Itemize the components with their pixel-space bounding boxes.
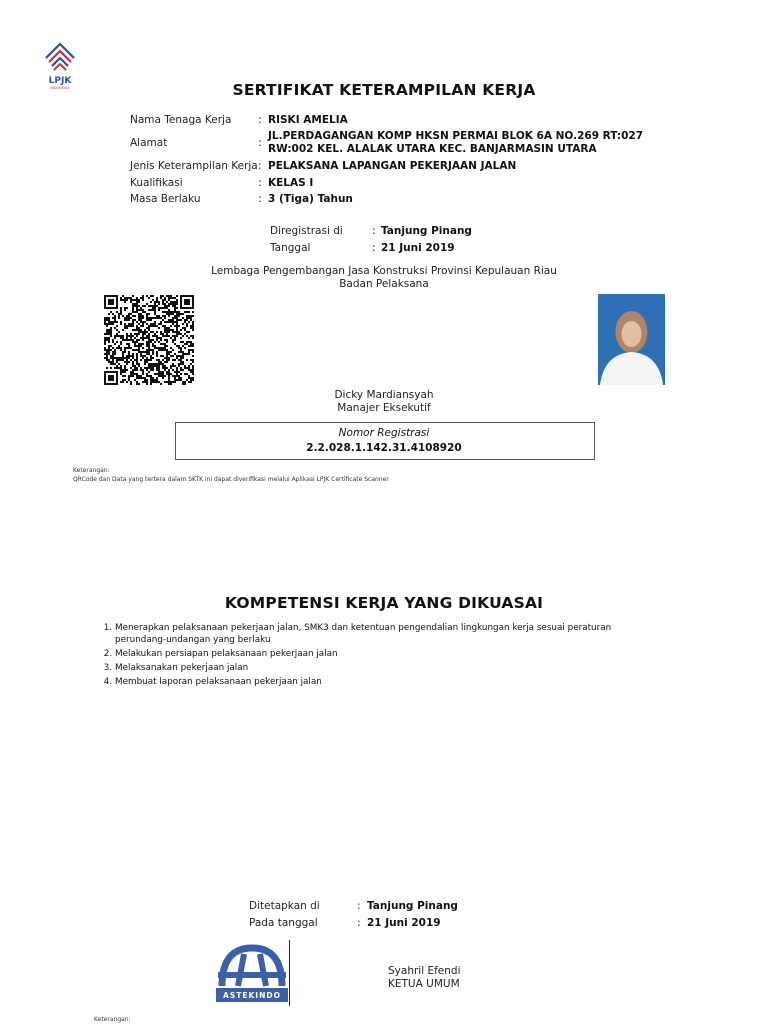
- date-value: 21 Juni 2019: [381, 242, 455, 254]
- competency-list: [95, 623, 655, 690]
- set-at-value: Tanjung Pinang: [367, 900, 458, 912]
- colon: :: [357, 917, 361, 929]
- competency-item: 3. Melaksanakan pekerjaan jalan: [115, 663, 655, 675]
- lpjk-logo: [40, 40, 80, 94]
- colon: :: [258, 137, 262, 149]
- signer-title: Manajer Eksekutif: [337, 402, 431, 414]
- field-label-validity: Masa Berlaku: [130, 193, 201, 205]
- field-value-address-line1: JL.PERDAGANGAN KOMP HKSN PERMAI BLOK 6A NO.269 RT:027: [268, 130, 644, 142]
- colon: :: [258, 160, 262, 172]
- qr-code-icon: [104, 295, 194, 385]
- set-date-label: Pada tanggal: [249, 917, 318, 929]
- registration-label: Nomor Registrasi: [338, 427, 430, 439]
- astekindo-logo: [216, 942, 288, 1006]
- colon: :: [258, 193, 262, 205]
- astekindo-logo-text: ASTEKINDO: [223, 991, 281, 1000]
- field-label-address: Alamat: [130, 137, 168, 149]
- lpjk-logo-icon: [40, 40, 80, 76]
- competency-item: 4. Membuat laporan pelaksanaan pekerjaan jalan: [115, 677, 655, 689]
- registered-at-label: Diregistrasi di: [270, 225, 343, 237]
- colon: :: [357, 900, 361, 912]
- signer-name: Dicky Mardiansyah: [334, 389, 434, 401]
- field-value-qualification: KELAS I: [268, 177, 314, 189]
- note-label-bottom: Keterangan:: [94, 1016, 131, 1023]
- note-label: Keterangan:: [73, 467, 110, 474]
- competency-title: KOMPETENSI KERJA YANG DIKUASAI: [224, 594, 544, 612]
- qr-code: [104, 295, 194, 385]
- colon: :: [258, 114, 262, 126]
- colon: :: [258, 177, 262, 189]
- lpjk-logo-text: LPJK: [48, 76, 72, 86]
- field-label-qualification: Kualifikasi: [130, 177, 183, 189]
- competency-item: 1. Menerapkan pelaksanaan pekerjaan jalan, SMK3 dan ketentuan pengendalian lingkungan kerja sesuai peraturan perundang-undangan yang berlaku: [115, 623, 655, 647]
- institution-line2: Badan Pelaksana: [339, 278, 429, 290]
- chair-signer-name: Syahril Efendi: [388, 965, 461, 977]
- colon: :: [372, 225, 376, 237]
- field-value-skill: PELAKSANA LAPANGAN PEKERJAAN JALAN: [268, 160, 517, 172]
- chair-signer-title: KETUA UMUM: [388, 978, 460, 990]
- lpjk-logo-subtext: INDONESIA: [50, 86, 70, 90]
- colon: :: [372, 242, 376, 254]
- holder-photo: [598, 294, 665, 385]
- field-value-validity: 3 (Tiga) Tahun: [268, 193, 353, 205]
- signature-divider: [289, 940, 290, 1006]
- institution-line1: Lembaga Pengembangan Jasa Konstruksi Provinsi Kepulauan Riau: [211, 265, 557, 277]
- set-date-value: 21 Juni 2019: [367, 917, 441, 929]
- field-label-name: Nama Tenaga Kerja: [130, 114, 232, 126]
- competency-item: 2. Melakukan persiapan pelaksanaan pekerjaan jalan: [115, 649, 655, 661]
- registered-at-value: Tanjung Pinang: [381, 225, 472, 237]
- field-value-name: RISKI AMELIA: [268, 114, 348, 126]
- certificate-title: SERTIFIKAT KETERAMPILAN KERJA: [232, 81, 536, 99]
- person-photo-icon: [598, 294, 665, 385]
- registration-number: 2.2.028.1.142.31.4108920: [306, 442, 462, 454]
- field-value-address-line2: RW:002 KEL. ALALAK UTARA KEC. BANJARMASIN UTARA: [268, 143, 597, 155]
- set-at-label: Ditetapkan di: [249, 900, 320, 912]
- date-label: Tanggal: [270, 242, 311, 254]
- note-text: QRCode dan Data yang tertera dalam SKTK ini dapat diverifikasi melalui Aplikasi LPJK Certificate Scanner: [73, 476, 389, 483]
- field-label-skill: Jenis Keterampilan Kerja: [130, 160, 258, 172]
